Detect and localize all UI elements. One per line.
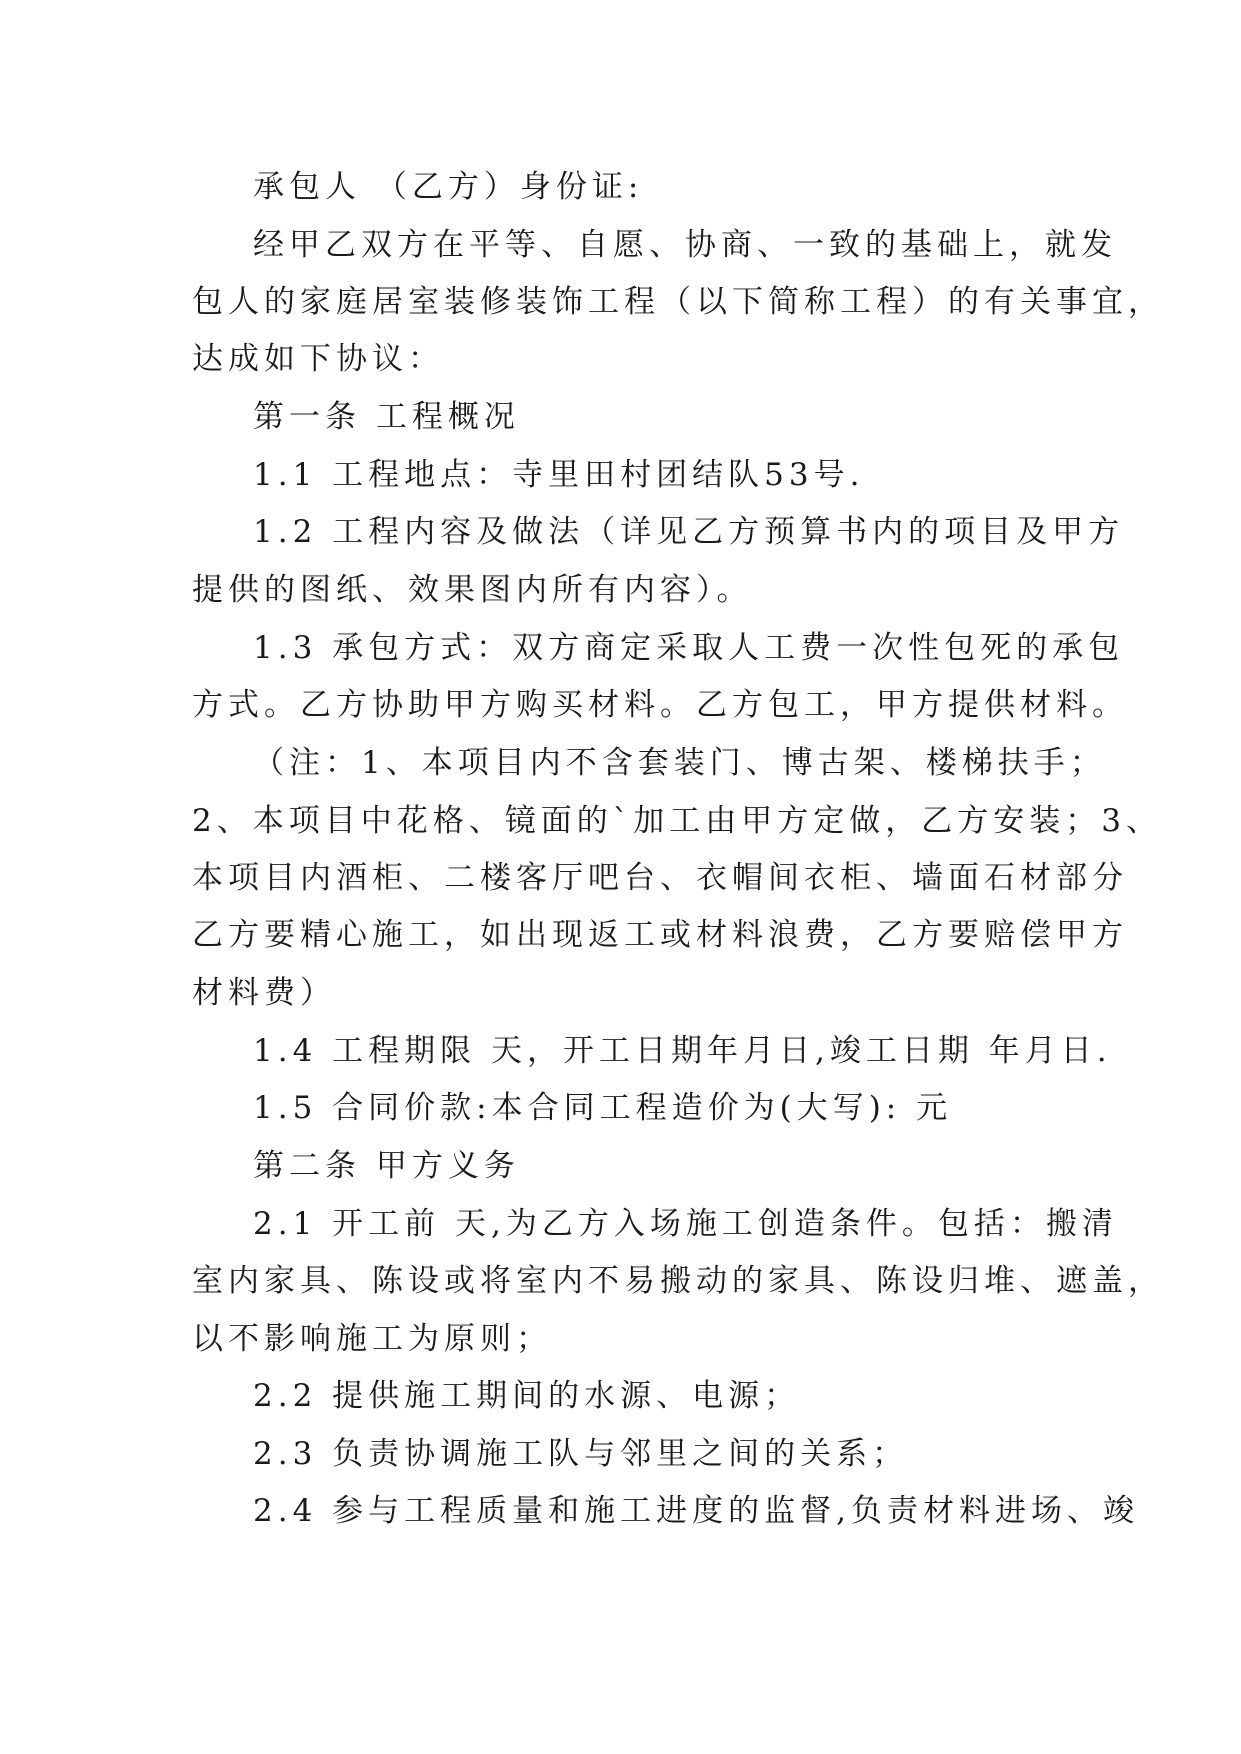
section-heading: 第一条 工程概况 [253,399,520,435]
text-line: 本项目内酒柜、二楼客厅吧台、衣帽间衣柜、墙面石材部分 [192,860,1128,896]
text-line: 材料费） [192,975,336,1011]
text-line: 2、本项目中花格、镜面的`加工由甲方定做，乙方安装；3、 [192,803,1162,839]
text-line: （注：1、本项目内不含套装门、博古架、楼梯扶手； [253,745,1106,781]
text-line: 乙方要精心施工，如出现返工或材料浪费，乙方要赔偿甲方 [192,917,1128,953]
section-heading: 第二条 甲方义务 [253,1148,520,1184]
text-line: 1.1 工程地点：寺里田村团结队53号. [253,457,865,493]
text-line: 以不影响施工为原则； [192,1321,552,1357]
text-line: 提供的图纸、效果图内所有内容）。 [192,572,753,608]
text-line: 2.3 负责协调施工队与邻里之间的关系； [253,1436,909,1472]
text-line: 经甲乙双方在平等、自愿、协商、一致的基础上，就发 [253,227,1117,263]
text-line: 承包人 （乙方）身份证: [253,169,644,205]
text-line: 达成如下协议： [192,341,444,377]
text-line: 包人的家庭居室装修装饰工程（以下简称工程）的有关事宜， [192,284,1164,320]
text-line: 1.5 合同价款:本合同工程造价为(大写): 元 [253,1090,953,1126]
text-line: 1.3 承包方式：双方商定采取人工费一次性包死的承包 [253,630,1125,666]
text-line: 室内家具、陈设或将室内不易搬动的家具、陈设归堆、遮盖， [192,1263,1164,1299]
text-line: 2.2 提供施工期间的水源、电源； [253,1378,801,1414]
text-line: 1.2 工程内容及做法（详见乙方预算书内的项目及甲方 [253,514,1125,550]
text-line: 方式。乙方协助甲方购买材料。乙方包工，甲方提供材料。 [192,687,1128,723]
text-line: 2.4 参与工程质量和施工进度的监督,负责材料进场、竣 [253,1493,1140,1529]
text-line: 1.4 工程期限 天，开工日期年月日,竣工日期 年月日. [253,1033,1112,1069]
text-line: 2.1 开工前 天,为乙方入场施工创造条件。包括：搬清 [253,1206,1118,1242]
